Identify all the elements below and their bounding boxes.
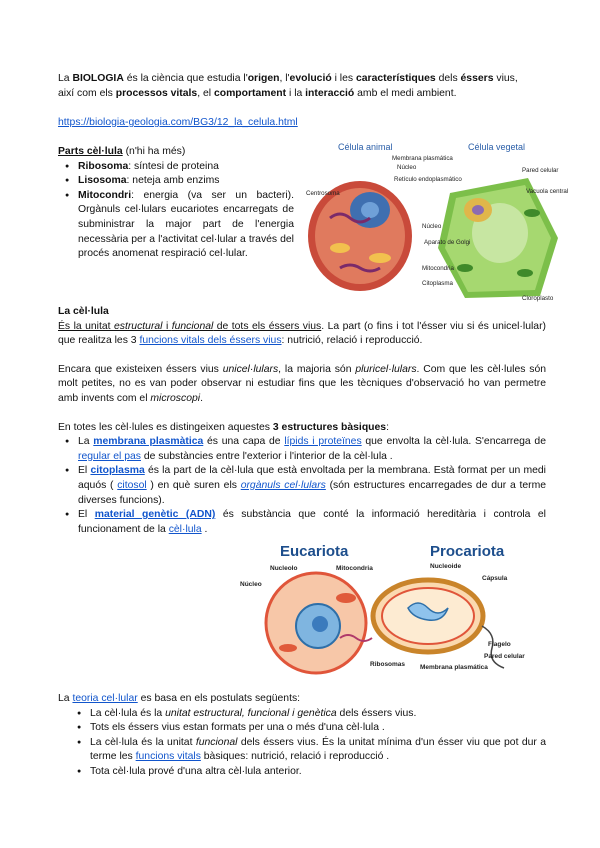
source-link[interactable]: https://biologia-geologia.com/BG3/12_la_celula.html bbox=[58, 117, 298, 128]
text: El bbox=[78, 509, 95, 521]
label-mitocondria: Mitocondria bbox=[422, 265, 454, 272]
text: , el bbox=[197, 87, 214, 99]
text: Encara que existeixen éssers vius bbox=[58, 363, 223, 375]
text: de tots els éssers vius bbox=[213, 320, 322, 332]
text: La cèl·lula és la unitat bbox=[90, 736, 196, 748]
label-nucleolo: Nucleolo bbox=[270, 565, 298, 572]
euk-mitochondria bbox=[279, 644, 297, 652]
label-nucleoide: Nucleoide bbox=[430, 563, 462, 570]
plant-chloroplast bbox=[517, 269, 533, 277]
label-pared: Pared celular bbox=[522, 167, 559, 174]
text: bàsiques: nutrició, relació i reproducció . bbox=[200, 751, 390, 763]
list-item bbox=[78, 189, 294, 262]
link-organuls[interactable]: orgànuls cel·lulars bbox=[240, 479, 326, 491]
label-membrana-plasmatica: Membrana plasmática bbox=[420, 664, 488, 671]
text: i bbox=[162, 320, 172, 332]
text: evolució bbox=[289, 73, 332, 84]
text: origen bbox=[247, 73, 280, 84]
label-capsula: Cápsula bbox=[482, 575, 508, 582]
text: : nutrició, relació i reproducció. bbox=[281, 335, 423, 347]
list-item bbox=[78, 174, 294, 189]
text: que envolta la cèl·lula. S'encarrega de bbox=[361, 436, 546, 448]
label-reticulo: Retículo endoplasmático bbox=[394, 176, 462, 183]
label-pared-celular: Pared celular bbox=[484, 653, 525, 660]
cell-heading: La cèl·lula bbox=[58, 306, 109, 317]
text: processos vitals bbox=[115, 87, 198, 99]
animal-nucleolus bbox=[361, 202, 379, 218]
text: La bbox=[58, 73, 73, 84]
link-citoplasma[interactable]: citoplasma bbox=[90, 465, 145, 477]
label-nucleo-top: Núcleo bbox=[397, 164, 417, 171]
text: . bbox=[200, 392, 203, 404]
text: : síntesi de proteina bbox=[128, 160, 219, 172]
text: Tota cèl·lula prové d'una altra cèl·lula anterior. bbox=[90, 765, 302, 777]
text: : energia (va ser un bacteri). Orgànuls cel·lulars eucariotes encarregats de subministrar la major part de l'energia necessària per a l'activitat cel·lular a través del procés anomenat respiració cel·lular. bbox=[78, 189, 294, 260]
title-animal: Célula animal bbox=[338, 142, 393, 152]
text: La bbox=[58, 693, 73, 704]
text: i la bbox=[286, 87, 306, 99]
text: ) en què suren els bbox=[146, 479, 241, 491]
cell-paragraph-3 bbox=[58, 421, 546, 436]
text: . Com que les cèl·lules són molt petites, no es van poder observar ni estudiar fins que les tècniques d'observació ho van permetre amb invents com el bbox=[58, 363, 547, 404]
list-item bbox=[78, 435, 546, 464]
title-procariota: Procariota bbox=[430, 543, 505, 560]
text: És la unitat bbox=[58, 320, 114, 332]
text: dels bbox=[435, 73, 461, 84]
list-item bbox=[90, 736, 546, 765]
label-membrana: Membrana plasmática bbox=[392, 155, 453, 162]
text: i les bbox=[331, 73, 356, 84]
list-item bbox=[90, 721, 546, 736]
list-item bbox=[90, 707, 546, 722]
text: unitat estructural, funcional i genètica bbox=[165, 707, 337, 719]
label-golgi: Aparato de Golgi bbox=[424, 239, 471, 246]
parts-note: (n'hi ha més) bbox=[122, 146, 186, 157]
text: interacció bbox=[305, 87, 355, 99]
text: La bbox=[78, 436, 94, 448]
parts-section bbox=[58, 145, 294, 262]
label-citoplasma: Citoplasma bbox=[422, 280, 453, 287]
label-ribosomas: Ribosomas bbox=[370, 661, 406, 668]
text: En totes les cèl·lules es distingeixen aquestes bbox=[58, 421, 273, 433]
link-material-genetic[interactable]: material genètic (ADN) bbox=[94, 509, 216, 521]
plant-chloroplast bbox=[457, 264, 473, 272]
text: vius, bbox=[493, 73, 518, 84]
link-citosol[interactable]: citosol bbox=[117, 479, 147, 491]
text: és una capa de bbox=[203, 436, 285, 448]
animal-mitochondria bbox=[369, 253, 391, 263]
text: comportament bbox=[213, 87, 287, 99]
text: : neteja amb enzims bbox=[126, 175, 220, 187]
cell-paragraph-2 bbox=[58, 363, 546, 407]
term: Mitocondri bbox=[78, 189, 132, 201]
plant-nucleolus bbox=[472, 205, 484, 215]
text: dels éssers vius. És la unitat mínima d'un ésser viu que pot dur a terme les bbox=[90, 736, 547, 763]
text: microscopi bbox=[150, 392, 201, 404]
term: Lisosoma bbox=[78, 175, 127, 187]
text: unicel·lulars bbox=[222, 363, 279, 375]
text: es basa en els postulats següents: bbox=[137, 693, 301, 704]
title-vegetal: Célula vegetal bbox=[468, 142, 526, 152]
cell-paragraph-1 bbox=[58, 320, 546, 349]
link-membrana[interactable]: membrana plasmàtica bbox=[93, 436, 204, 448]
text: , la majoria són bbox=[278, 363, 356, 375]
list-item bbox=[90, 765, 546, 780]
link-lipids[interactable]: lípids i proteïnes bbox=[284, 436, 362, 448]
text: (són estructures encarregades de dur a terme diverses funcions). bbox=[78, 479, 547, 506]
text: pluricel·lulars bbox=[355, 363, 417, 375]
label-flagelo: Flagelo bbox=[488, 641, 511, 648]
animal-mitochondria bbox=[330, 243, 350, 253]
cell-figure-animal-vegetal bbox=[300, 138, 569, 304]
theory-section bbox=[58, 692, 546, 780]
link-teoria-cellular[interactable]: teoria cel·lular bbox=[72, 693, 138, 704]
text: dels éssers vius. bbox=[336, 707, 417, 719]
text: amb el medi ambient. bbox=[354, 87, 457, 99]
text: : bbox=[386, 421, 389, 433]
text: funcional bbox=[195, 736, 238, 748]
text: éssers bbox=[460, 73, 494, 84]
label-centrosoma: Centrosoma bbox=[306, 190, 340, 197]
label-cloroplasto: Cloroplasto bbox=[522, 295, 554, 302]
plant-chloroplast bbox=[524, 209, 540, 217]
text: característiques bbox=[355, 73, 436, 84]
label-nucleo-2: Núcleo bbox=[240, 581, 262, 588]
text: BIOLOGIA bbox=[72, 73, 124, 84]
text: així com els bbox=[58, 87, 116, 99]
list-item bbox=[78, 508, 546, 537]
list-item bbox=[78, 160, 294, 175]
euk-nucleolus bbox=[312, 616, 328, 632]
text: La cèl·lula és la bbox=[90, 707, 166, 719]
link-funcions-vitals-2[interactable]: funcions vitals bbox=[135, 751, 201, 763]
label-mitocondria-2: Mitocondria bbox=[336, 565, 373, 572]
cell-section bbox=[58, 305, 546, 537]
title-eucariota: Eucariota bbox=[280, 543, 349, 560]
text: 3 estructures bàsiques bbox=[272, 421, 387, 433]
link-regular-pas[interactable]: regular el pas bbox=[78, 450, 141, 462]
text: . bbox=[201, 523, 208, 535]
parts-heading: Parts cèl·lula bbox=[58, 146, 123, 157]
text: de substàncies entre l'exterior i l'interior de la cèl·lula . bbox=[140, 450, 393, 462]
link-funcions-vitals[interactable]: funcions vitals dels éssers vius bbox=[139, 335, 282, 347]
intro-paragraph bbox=[58, 72, 546, 101]
term: Ribosoma bbox=[78, 160, 129, 172]
euk-mitochondria bbox=[336, 593, 356, 603]
label-nucleo: Núcleo bbox=[422, 223, 442, 230]
text: és la part de la cèl·lula que està envoltada per la membrana. Està format per un medi aquós ( bbox=[78, 465, 546, 491]
text: , l' bbox=[279, 73, 290, 84]
text: estructural bbox=[113, 320, 163, 332]
list-item bbox=[78, 464, 546, 508]
text: . La part (o fins i tot l'ésser viu si és unicel·lular) que realitza les 3 bbox=[58, 320, 546, 347]
link-cellula[interactable]: cèl·lula bbox=[168, 523, 202, 535]
text: El bbox=[78, 465, 91, 477]
label-vacuola: Vacuola central bbox=[526, 188, 569, 195]
cell-figure-eucariota-procariota bbox=[228, 538, 530, 676]
text: Tots els éssers vius estan formats per una o més d'una cèl·lula . bbox=[90, 722, 385, 734]
text: és substància que conté la informació hereditària i controla el funcionament de la bbox=[78, 509, 546, 535]
text: és la ciència que estudia l' bbox=[123, 73, 248, 84]
text: funcional bbox=[171, 320, 214, 332]
